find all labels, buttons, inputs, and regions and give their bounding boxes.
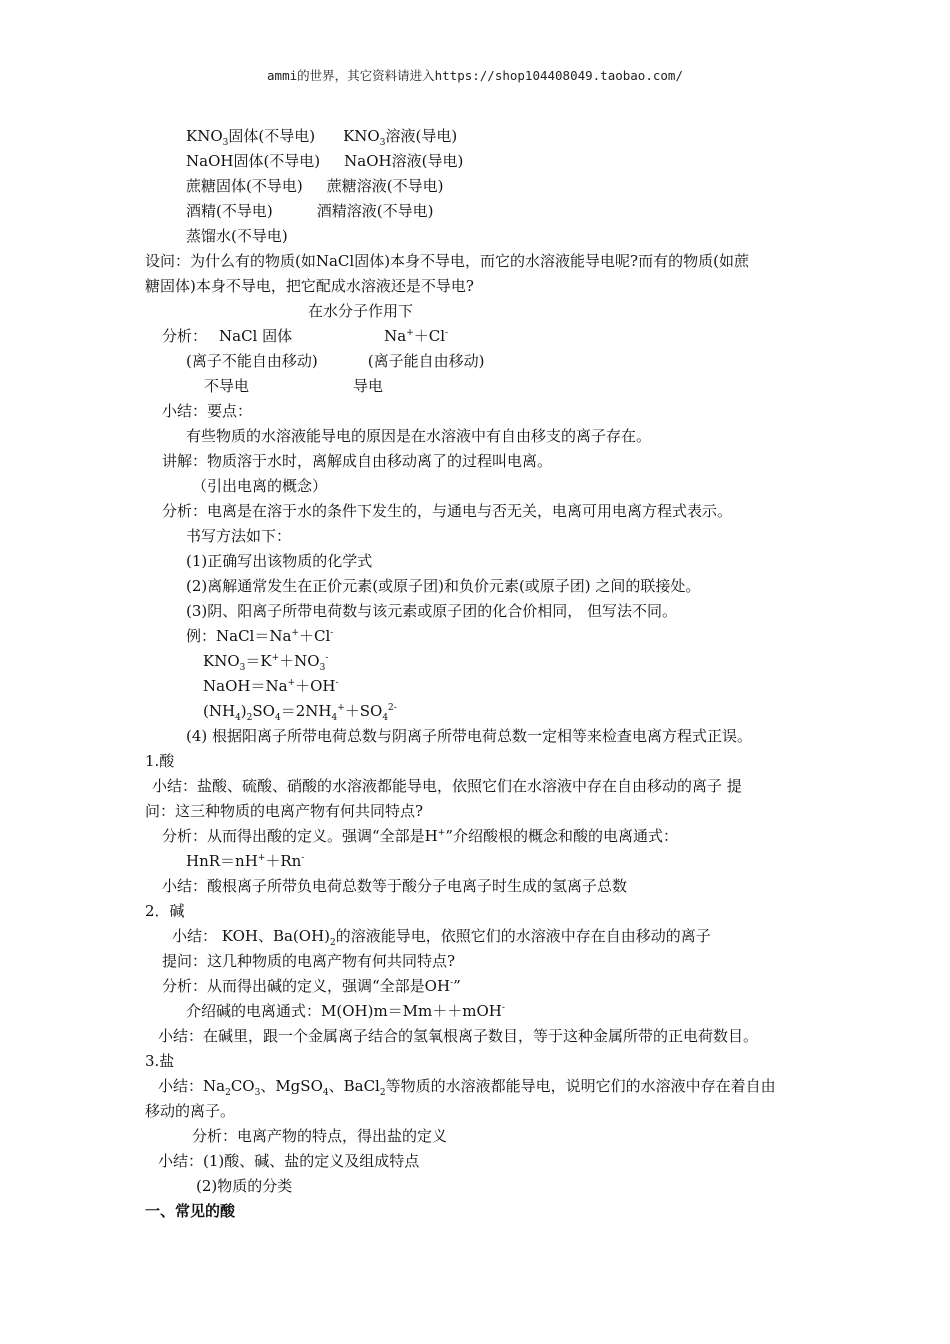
acid-summary-2: 小结：酸根离子所带负电荷总数等于酸分子电离子时生成的氢离子总数 xyxy=(162,877,628,895)
summary-definitions: 小结：(1)酸、碱、盐的定义及组成特点 xyxy=(158,1152,420,1170)
explain-line: 讲解：物质溶于水时，离解成自由移动离了的过程叫电离。 xyxy=(162,452,553,470)
base-analysis: 分析：从而得出碱的定义，强调“全部是OH-” xyxy=(162,977,461,995)
acid-analysis: 分析：从而得出酸的定义。强调“全部是H+”介绍酸根的概念和酸的电离通式： xyxy=(162,827,678,845)
method-step-1: (1)正确写出该物质的化学式 xyxy=(186,552,373,570)
row-kno3: $KNO_3$固体(不导电) $KNO_3$溶液(导电) xyxy=(186,127,458,148)
section-common-acids: 一、常见的酸 xyxy=(145,1202,236,1220)
summary-title: 小结：要点： xyxy=(162,402,253,420)
example-nacl: 例：NaCl＝Na+＋Cl- xyxy=(186,627,334,645)
row-naoh: NaOH固体(不导电) NaOH溶液(导电) xyxy=(186,152,464,170)
salt-summary: 小结：$Na_2CO_3$、MgSO$_4$、BaCl$_2$等物质的水溶液都能导电，说明它们的水溶液中存在着自由 xyxy=(158,1077,776,1098)
salt-summary-cont: 移动的离子。 xyxy=(145,1102,236,1120)
analysis-ions: (离子不能自由移动) (离子能自由移动) xyxy=(186,352,485,370)
condition-label: 在水分子作用下 xyxy=(308,302,414,320)
acid-question: 问：这三种物质的电离产物有何共同特点? xyxy=(145,802,424,820)
base-summary: 小结： KOH、$Ba(OH)_2$的溶液能导电，依照它们的水溶液中存在自由移动的离子 xyxy=(172,927,711,948)
base-summary-2: 小结：在碱里，跟一个金属离子结合的氢氧根离子数目，等于这种金属所带的正电荷数目。 xyxy=(158,1027,759,1045)
salt-heading: 3.盐 xyxy=(145,1052,175,1070)
base-formula: 介绍碱的电离通式：M(OH)m＝Mm＋＋mOH- xyxy=(186,1002,505,1020)
row-sugar: 蔗糖固体(不导电) 蔗糖溶液(不导电) xyxy=(186,177,444,195)
summary-classification: (2)物质的分类 xyxy=(196,1177,293,1195)
example-kno3: $KNO_3=K^++NO_3^-$ xyxy=(203,652,329,673)
method-step-3: (3)阴、阳离子所带电荷数与该元素或原子团的化合价相同， 但写法不同。 xyxy=(186,602,678,620)
method-step-4: (4) 根据阳离子所带电荷总数与阴离子所带电荷总数一定相等来检查电离方程式正误。 xyxy=(186,727,753,745)
example-naoh: NaOH＝Na+＋OH- xyxy=(203,677,339,695)
analysis-nacl: 分析： NaCl 固体 Na+＋Cl- xyxy=(162,327,449,345)
analysis-conduct: 不导电 导电 xyxy=(204,377,384,395)
base-question: 提问：这几种物质的电离产物有何共同特点? xyxy=(162,952,456,970)
row-alcohol: 酒精(不导电) 酒精溶液(不导电) xyxy=(186,202,434,220)
summary-point: 有些物质的水溶液能导电的原因是在水溶液中有自由移支的离子存在。 xyxy=(186,427,652,445)
page-header: ammi的世界，其它资料请进入https://shop104408049.taobao.com/ xyxy=(267,68,683,83)
base-heading: 2．碱 xyxy=(145,902,185,920)
concept-note: （引出电离的概念） xyxy=(192,477,328,495)
acid-heading: 1.酸 xyxy=(145,752,175,770)
method-title: 书写方法如下： xyxy=(186,527,292,545)
question-line-2: 糖固体)本身不导电，把它配成水溶液还是不导电? xyxy=(145,277,474,295)
acid-formula: HnR＝nH+＋Rn- xyxy=(186,852,305,870)
example-nh4so4: $(NH_4)_2SO_4=2NH_4^++SO_4^{2-}$ xyxy=(203,702,397,723)
row-water: 蒸馏水(不导电) xyxy=(186,227,288,245)
salt-analysis: 分析：电离产物的特点，得出盐的定义 xyxy=(192,1127,448,1145)
question-line-1: 设问：为什么有的物质(如NaCl固体)本身不导电，而它的水溶液能导电呢?而有的物质(如蔗 xyxy=(145,252,749,270)
acid-summary: 小结：盐酸、硫酸、硝酸的水溶液都能导电，依照它们在水溶液中存在自由移动的离子 提 xyxy=(152,777,742,795)
analysis-ionization: 分析：电离是在溶于水的条件下发生的，与通电与否无关，电离可用电离方程式表示。 xyxy=(162,502,733,520)
method-step-2: (2)离解通常发生在正价元素(或原子团)和负价元素(或原子团) 之间的联接处。 xyxy=(186,577,701,595)
